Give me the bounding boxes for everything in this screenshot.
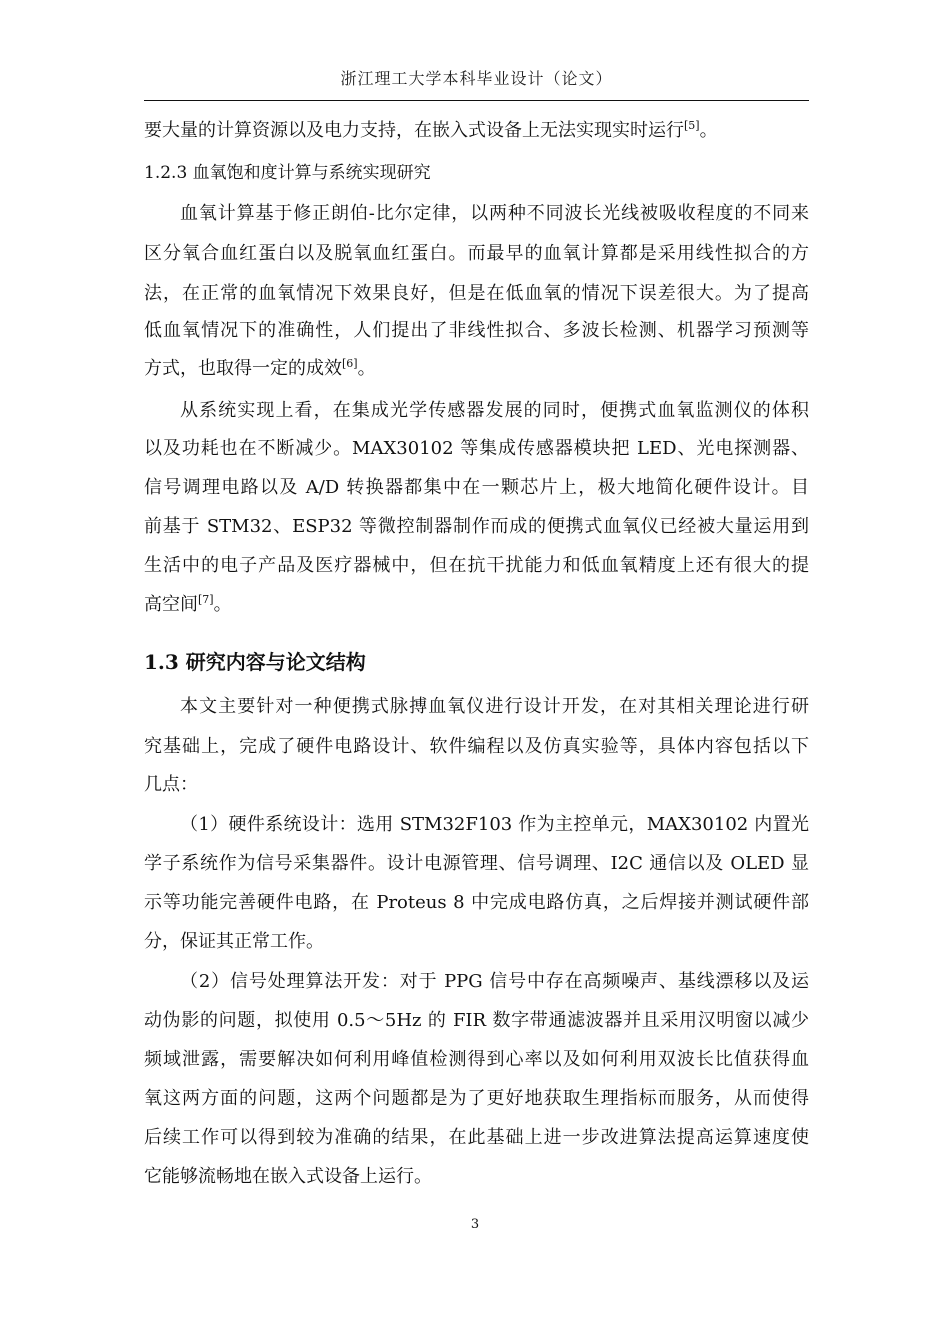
header-rule bbox=[144, 100, 809, 101]
body-line: （2）信号处理算法开发：对于 PPG 信号中存在高频噪声、基线漂移以及运 bbox=[180, 971, 809, 992]
body-line: 低血氧情况下的准确性，人们提出了非线性拟合、多波长检测、机器学习预测等 bbox=[144, 320, 809, 341]
body-line: 法，在正常的血氧情况下效果良好，但是在低血氧的情况下误差很大。为了提高 bbox=[144, 283, 809, 304]
body-line: 学子系统作为信号采集器件。设计电源管理、信号调理、I2C 通信以及 OLED 显 bbox=[144, 853, 809, 874]
body-text: 。 bbox=[213, 594, 232, 615]
body-text: 。 bbox=[357, 358, 376, 379]
citation: [5] bbox=[684, 119, 700, 132]
citation: [6] bbox=[342, 357, 358, 370]
body-text: 。 bbox=[699, 120, 718, 141]
body-line: 以及功耗也在不断减少。MAX30102 等集成传感器模块把 LED、光电探测器、 bbox=[144, 438, 809, 459]
body-line bbox=[144, 119, 809, 141]
body-line: 从系统实现上看，在集成光学传感器发展的同时，便携式血氧监测仪的体积 bbox=[180, 400, 809, 421]
body-line: 分，保证其正常工作。 bbox=[144, 931, 324, 952]
body-line: 几点： bbox=[144, 774, 198, 795]
body-line: 血氧计算基于修正朗伯-比尔定律，以两种不同波长光线被吸收程度的不同来 bbox=[180, 203, 809, 224]
body-line bbox=[144, 357, 809, 379]
body-line: 后续工作可以得到较为准确的结果，在此基础上进一步改进算法提高运算速度使 bbox=[144, 1127, 809, 1148]
body-line: 前基于 STM32、ESP32 等微控制器制作而成的便携式血氧仪已经被大量运用到 bbox=[144, 516, 809, 537]
citation: [7] bbox=[198, 593, 214, 606]
body-line: 生活中的电子产品及医疗器械中，但在抗干扰能力和低血氧精度上还有很大的提 bbox=[144, 555, 809, 576]
body-line: 示等功能完善硬件电路，在 Proteus 8 中完成电路仿真，之后焊接并测试硬件部 bbox=[144, 892, 809, 913]
body-line bbox=[144, 593, 809, 615]
body-line: 区分氧合血红蛋白以及脱氧血红蛋白。而最早的血氧计算都是采用线性拟合的方 bbox=[144, 243, 809, 264]
body-text: 要大量的计算资源以及电力支持，在嵌入式设备上无法实现实时运行 bbox=[144, 120, 684, 141]
section-heading-1-2-3: 1.2.3 血氧饱和度计算与系统实现研究 bbox=[144, 163, 431, 183]
body-line: 动伪影的问题，拟使用 0.5～5Hz 的 FIR 数字带通滤波器并且采用汉明窗以减少 bbox=[144, 1010, 809, 1031]
body-text: 高空间 bbox=[144, 594, 198, 615]
section-heading-1-3: 1.3 研究内容与论文结构 bbox=[144, 650, 366, 674]
body-line: 究基础上，完成了硬件电路设计、软件编程以及仿真实验等，具体内容包括以下 bbox=[144, 736, 809, 757]
body-line: （1）硬件系统设计：选用 STM32F103 作为主控单元，MAX30102 内置光 bbox=[180, 814, 809, 835]
body-line: 频域泄露，需要解决如何利用峰值检测得到心率以及如何利用双波长比值获得血 bbox=[144, 1049, 809, 1070]
body-text: 方式，也取得一定的成效 bbox=[144, 358, 342, 379]
body-line: 信号调理电路以及 A/D 转换器都集中在一颗芯片上，极大地简化硬件设计。目 bbox=[144, 477, 809, 498]
body-line: 它能够流畅地在嵌入式设备上运行。 bbox=[144, 1166, 432, 1187]
body-line: 本文主要针对一种便携式脉搏血氧仪进行设计开发，在对其相关理论进行研 bbox=[180, 696, 809, 717]
running-header: 浙江理工大学本科毕业设计（论文） bbox=[340, 69, 613, 88]
page-number: 3 bbox=[470, 1217, 480, 1232]
body-line: 氧这两方面的问题，这两个问题都是为了更好地获取生理指标而服务，从而使得 bbox=[144, 1088, 809, 1109]
